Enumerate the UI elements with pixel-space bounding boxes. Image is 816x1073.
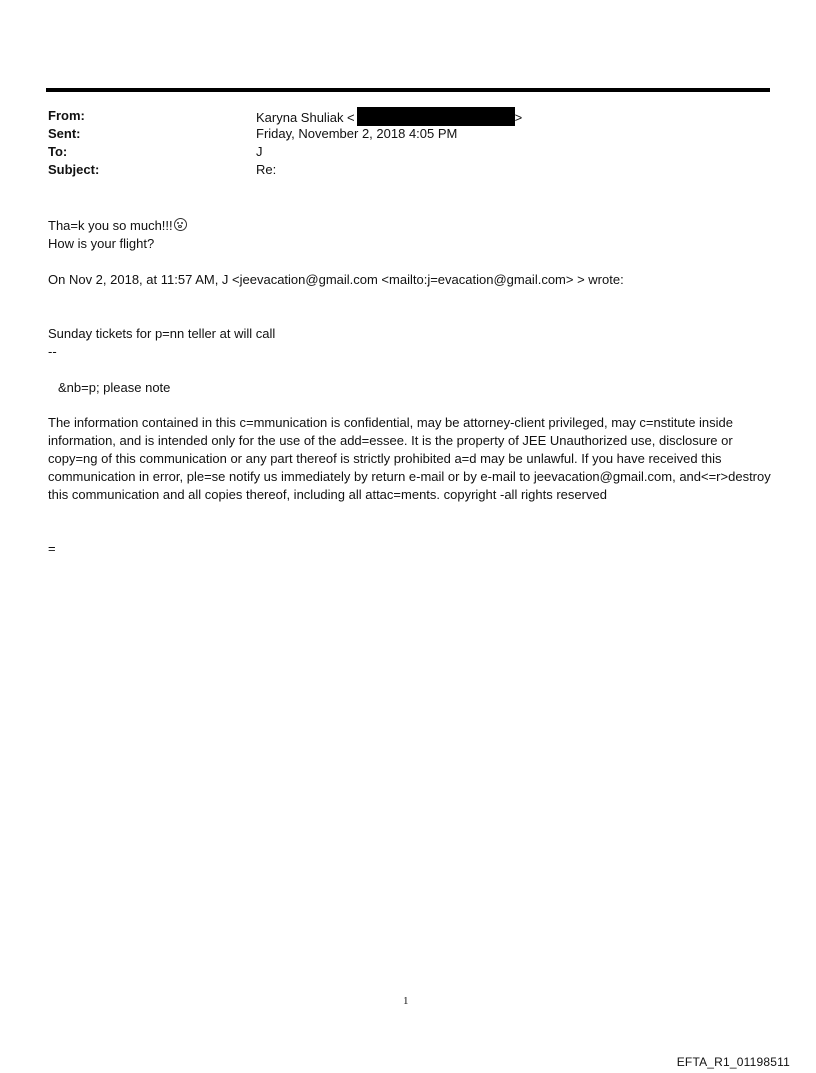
from-value-end: >	[514, 110, 523, 125]
from-label: From:	[48, 108, 85, 123]
subject-label: Subject:	[48, 162, 100, 177]
document-id: EFTA_R1_01198511	[676, 1055, 790, 1069]
disclaimer-text: The information contained in this c=mmunication is confidential, may be attorney-client privileged, may c=nstitute inside information, and is intended only for the use of the add=essee. It is the property of JEE Unauthorized use, disclosure or copy=ng of this communication or any part thereof is strictly prohibited a=d may be unlawful. If you have received this communication in error, ple=se notify us immediately by return e-mail or by e-mail to jeevacation@gmail.com, and<=r>destroy this communication and all copies thereof, including all attac=ments. copyright -all rights reserved	[48, 415, 771, 502]
subject-value: Re:	[256, 162, 277, 177]
from-name: Karyna Shuliak <	[256, 110, 355, 125]
nbsp-line: &nb=p; please note	[58, 380, 171, 395]
page-number: 1	[403, 995, 409, 1007]
header-rule	[46, 88, 770, 92]
surprised-face-emoji-icon	[174, 218, 187, 231]
trailing-char: =	[48, 541, 56, 556]
redaction-box	[357, 107, 515, 126]
sent-value: Friday, November 2, 2018 4:05 PM	[256, 126, 458, 141]
body-line-1	[48, 217, 187, 235]
from-value	[256, 107, 522, 127]
quote-header: On Nov 2, 2018, at 11:57 AM, J <jeevacation@gmail.com <mailto:j=evacation@gmail.com> > wrote:	[48, 272, 624, 287]
sent-label: Sent:	[48, 126, 81, 141]
to-value: J	[256, 144, 263, 159]
body-line-1-text: Tha=k you so much!!!	[48, 218, 173, 233]
body-line-2: How is your flight?	[48, 236, 155, 251]
to-label: To:	[48, 144, 68, 159]
quoted-line-1: Sunday tickets for p=nn teller at will call	[48, 326, 276, 341]
quoted-line-2: --	[48, 344, 57, 359]
